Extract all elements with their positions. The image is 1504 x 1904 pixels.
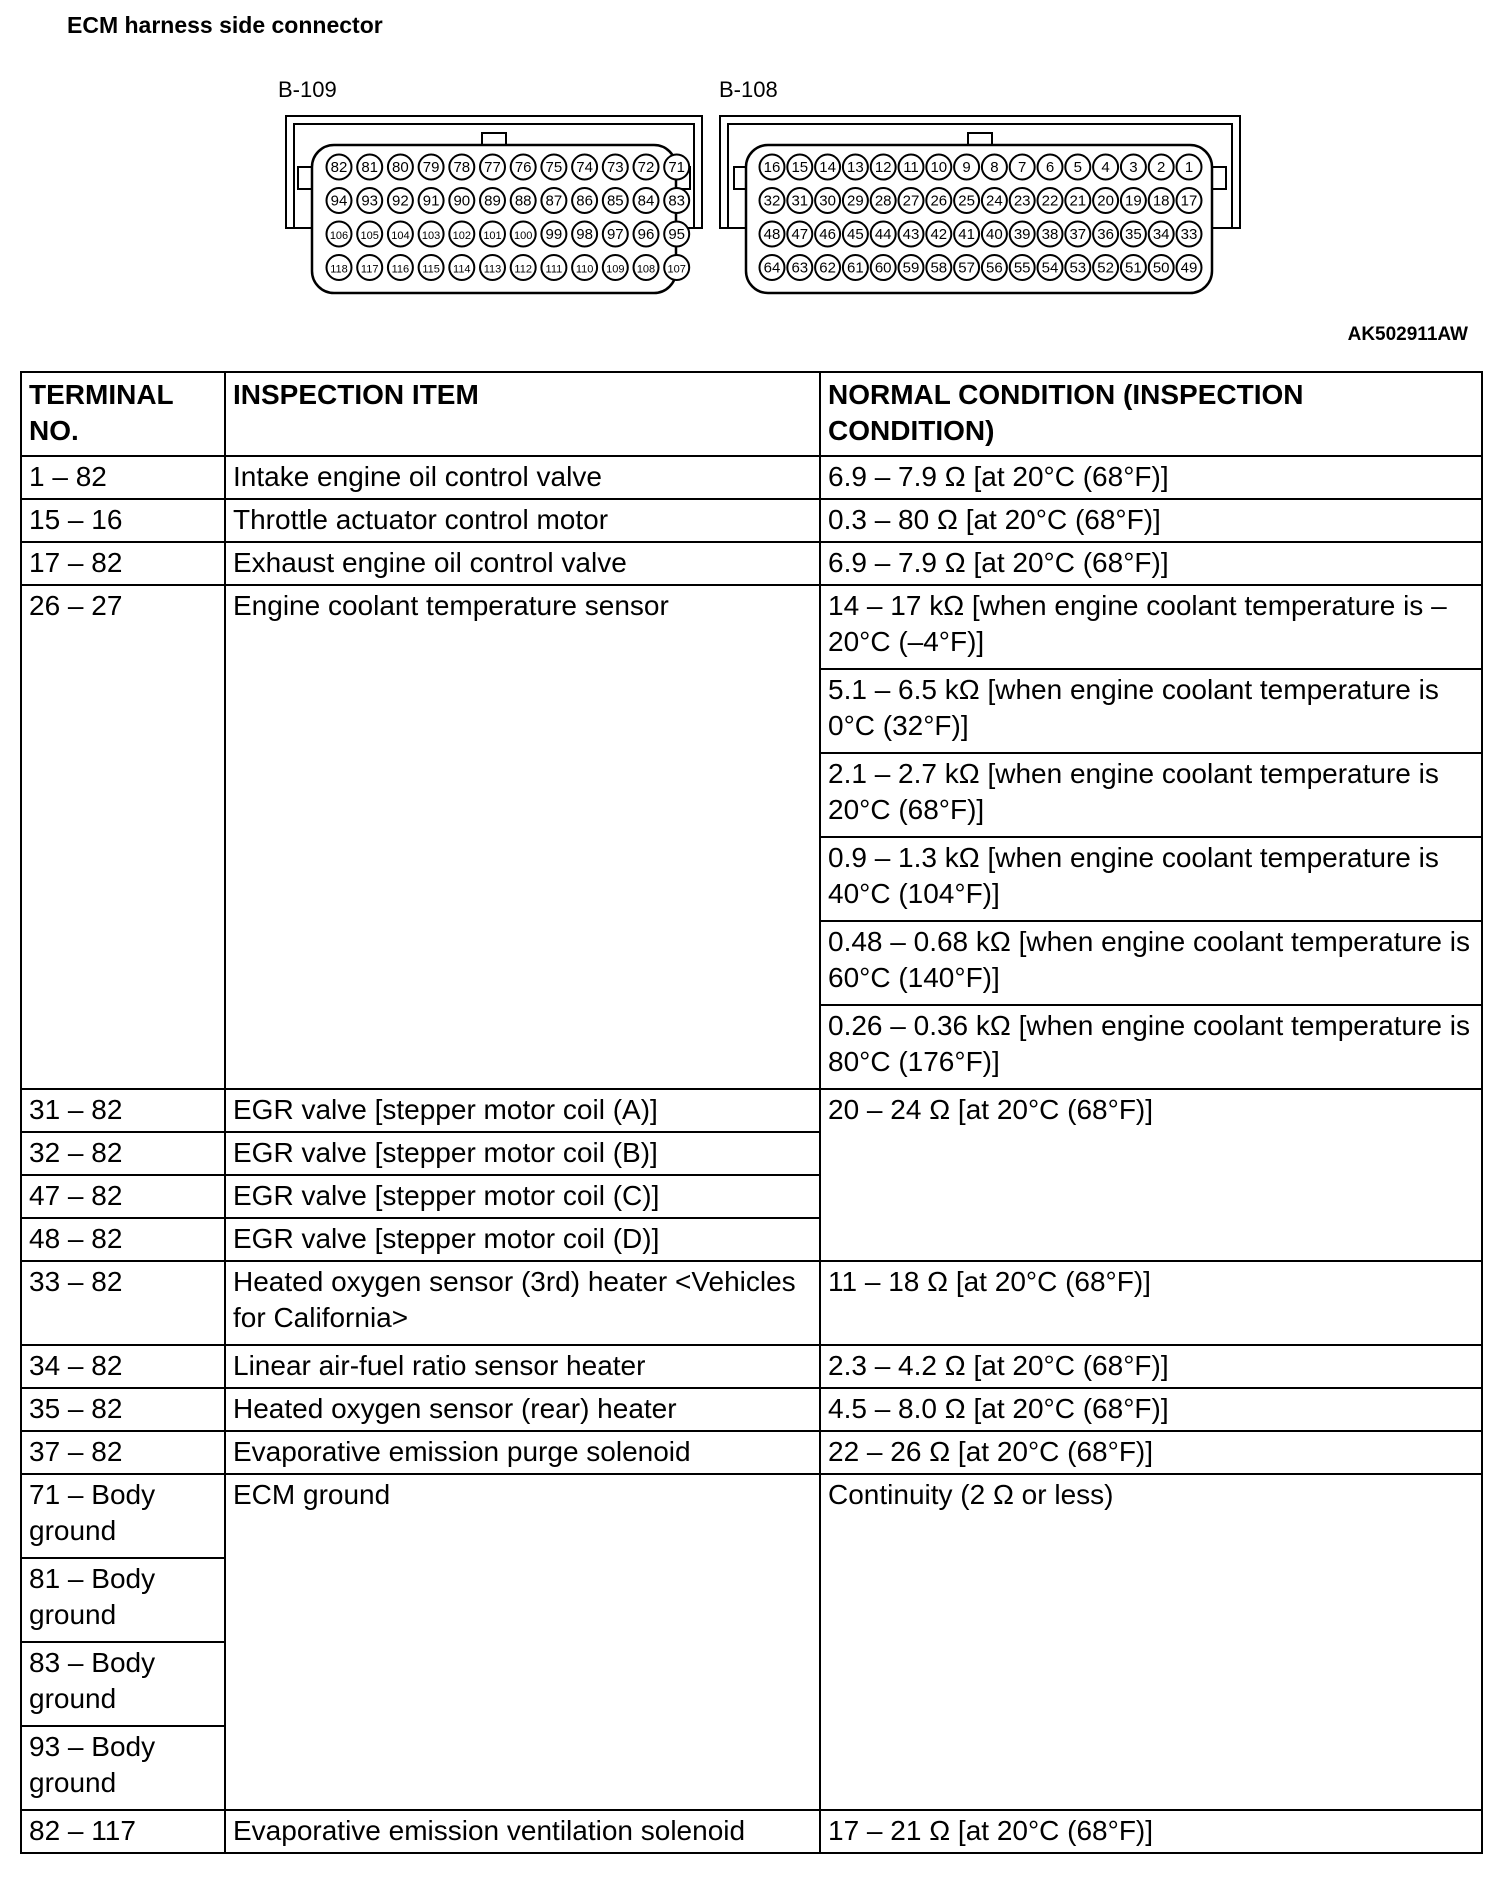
pin-59-label: 59 [902, 259, 920, 277]
pin-117-label: 117 [360, 263, 379, 276]
item-cell: ECM ground [225, 1474, 820, 1810]
item-cell: EGR valve [stepper motor coil (B)] [225, 1132, 820, 1175]
pin-3-label: 3 [1129, 159, 1138, 176]
pin-47-label: 47 [791, 226, 809, 243]
pin-23-label: 23 [1013, 192, 1031, 210]
pin-63-label: 63 [791, 259, 809, 277]
pin-1-label: 1 [1184, 159, 1194, 176]
pin-110-label: 110 [575, 263, 594, 276]
item-cell: Evaporative emission ventilation solenoid [225, 1810, 820, 1853]
pin-25-label: 25 [958, 192, 975, 210]
pin-42-label: 42 [930, 226, 948, 243]
pin-52-label: 52 [1097, 259, 1114, 277]
condition-cell: 6.9 – 7.9 Ω [at 20°C (68°F)] [820, 542, 1482, 585]
pin-36-label: 36 [1097, 226, 1114, 243]
pin-109-label: 109 [606, 263, 625, 276]
item-cell: EGR valve [stepper motor coil (A)] [225, 1089, 820, 1132]
pin-62-label: 62 [819, 259, 836, 277]
pin-105-label: 105 [360, 230, 379, 242]
pin-34-label: 34 [1152, 226, 1170, 243]
item-cell: EGR valve [stepper motor coil (C)] [225, 1175, 820, 1218]
condition-cell: 0.26 – 0.36 kΩ [when engine coolant temperature is 80°C (176°F)] [820, 1005, 1482, 1089]
pin-84-label: 84 [637, 192, 655, 210]
pin-83-label: 83 [668, 192, 686, 210]
condition-cell: 14 – 17 kΩ [when engine coolant temperature is –20°C (–4°F)] [820, 585, 1482, 669]
header-condition: NORMAL CONDITION (INSPECTION CONDITION) [820, 372, 1482, 456]
terminal-cell: 26 – 27 [21, 585, 225, 1089]
pin-97-label: 97 [606, 226, 624, 243]
pin-71-label: 71 [668, 159, 686, 176]
table-row [21, 542, 1482, 585]
pin-115-label: 115 [422, 263, 440, 276]
pin-102-label: 102 [452, 230, 471, 242]
pin-116-label: 116 [391, 263, 410, 276]
pin-4-label: 4 [1101, 159, 1110, 176]
pin-64-label: 64 [763, 259, 781, 277]
pin-46-label: 46 [819, 226, 836, 243]
pin-9-label: 9 [962, 159, 971, 176]
pin-50-label: 50 [1152, 259, 1170, 277]
pin-76-label: 76 [514, 159, 532, 176]
pin-48-label: 48 [763, 226, 781, 243]
terminal-cell: 31 – 82 [21, 1089, 225, 1132]
pin-87-label: 87 [545, 192, 563, 210]
pin-98-label: 98 [576, 226, 593, 243]
terminal-cell: 34 – 82 [21, 1345, 225, 1388]
pin-17-label: 17 [1180, 192, 1198, 210]
pin-22-label: 22 [1041, 192, 1059, 210]
figure-id: AK502911AW [1347, 324, 1468, 345]
pin-33-label: 33 [1180, 226, 1198, 243]
pin-26-label: 26 [930, 192, 948, 210]
condition-cell: 5.1 – 6.5 kΩ [when engine coolant temperature is 0°C (32°F)] [820, 669, 1482, 753]
pin-86-label: 86 [576, 192, 593, 210]
pin-111-label: 111 [545, 263, 563, 276]
pin-94-label: 94 [330, 192, 348, 210]
condition-cell: 4.5 – 8.0 Ω [at 20°C (68°F)] [820, 1388, 1482, 1431]
pin-95-label: 95 [668, 226, 686, 243]
item-cell: Intake engine oil control valve [225, 456, 820, 499]
pin-51-label: 51 [1125, 259, 1142, 277]
pin-20-label: 20 [1097, 192, 1114, 210]
condition-cell: Continuity (2 Ω or less) [820, 1474, 1482, 1810]
connector-side-tab [1212, 167, 1226, 189]
item-cell: Evaporative emission purge solenoid [225, 1431, 820, 1474]
item-cell: Exhaust engine oil control valve [225, 542, 820, 585]
table-row [21, 1261, 1482, 1345]
terminal-cell: 82 – 117 [21, 1810, 225, 1853]
table-row [21, 1388, 1482, 1431]
pin-103-label: 103 [421, 230, 441, 242]
pin-104-label: 104 [391, 230, 410, 242]
pin-61-label: 61 [847, 259, 864, 277]
pin-5-label: 5 [1073, 159, 1082, 176]
pin-31-label: 31 [791, 192, 809, 210]
pin-40-label: 40 [986, 226, 1003, 243]
item-cell: Throttle actuator control motor [225, 499, 820, 542]
pin-37-label: 37 [1069, 226, 1087, 243]
table-row [21, 1474, 1482, 1558]
pin-16-label: 16 [763, 159, 781, 176]
terminal-cell: 17 – 82 [21, 542, 225, 585]
table-row [21, 456, 1482, 499]
pin-38-label: 38 [1041, 226, 1059, 243]
pin-6-label: 6 [1045, 159, 1055, 176]
pin-10-label: 10 [930, 159, 948, 176]
pin-45-label: 45 [847, 226, 864, 243]
pin-96-label: 96 [637, 226, 655, 243]
inspection-table [20, 371, 1483, 1854]
header-item: INSPECTION ITEM [225, 372, 820, 456]
pin-49-label: 49 [1180, 259, 1198, 277]
pin-100-label: 100 [514, 230, 533, 242]
terminal-cell: 47 – 82 [21, 1175, 225, 1218]
connector-label: B-108 [719, 77, 778, 102]
pin-14-label: 14 [819, 159, 836, 176]
pin-24-label: 24 [986, 192, 1003, 210]
pin-78-label: 78 [453, 159, 471, 176]
connector-b108 [719, 77, 1240, 293]
terminal-cell: 33 – 82 [21, 1261, 225, 1345]
pin-60-label: 60 [874, 259, 892, 277]
pin-19-label: 19 [1125, 192, 1142, 210]
table-header-row [21, 372, 1482, 456]
terminal-cell: 35 – 82 [21, 1388, 225, 1431]
terminal-cell: 32 – 82 [21, 1132, 225, 1175]
page-heading: ECM harness side connector [67, 12, 383, 38]
pin-93-label: 93 [361, 192, 379, 210]
pin-7-label: 7 [1018, 159, 1027, 176]
header-terminal: TERMINAL NO. [21, 372, 225, 456]
pin-90-label: 90 [453, 192, 471, 210]
pin-12-label: 12 [874, 159, 892, 176]
terminal-cell: 93 – Body ground [21, 1726, 225, 1810]
condition-cell: 0.3 – 80 Ω [at 20°C (68°F)] [820, 499, 1482, 542]
pin-32-label: 32 [763, 192, 781, 210]
pin-18-label: 18 [1152, 192, 1170, 210]
pin-106-label: 106 [329, 230, 349, 242]
pin-107-label: 107 [667, 263, 686, 276]
connector-lock-tab [482, 133, 506, 145]
pin-8-label: 8 [990, 159, 999, 176]
pin-28-label: 28 [874, 192, 892, 210]
terminal-cell: 83 – Body ground [21, 1642, 225, 1726]
pin-80-label: 80 [392, 159, 409, 176]
item-cell: Heated oxygen sensor (3rd) heater <Vehicles for California> [225, 1261, 820, 1345]
pin-57-label: 57 [958, 259, 975, 277]
pin-54-label: 54 [1041, 259, 1059, 277]
pin-88-label: 88 [514, 192, 532, 210]
pin-56-label: 56 [986, 259, 1003, 277]
table-row [21, 585, 1482, 669]
item-cell: Engine coolant temperature sensor [225, 585, 820, 1089]
pin-30-label: 30 [819, 192, 836, 210]
connector-side-tab [298, 167, 312, 189]
condition-cell: 22 – 26 Ω [at 20°C (68°F)] [820, 1431, 1482, 1474]
pin-92-label: 92 [392, 192, 409, 210]
pin-41-label: 41 [958, 226, 975, 243]
pin-53-label: 53 [1069, 259, 1087, 277]
pin-112-label: 112 [514, 263, 532, 276]
terminal-cell: 37 – 82 [21, 1431, 225, 1474]
pin-27-label: 27 [902, 192, 920, 210]
condition-cell: 20 – 24 Ω [at 20°C (68°F)] [820, 1089, 1482, 1261]
table-row [21, 1345, 1482, 1388]
pin-39-label: 39 [1013, 226, 1031, 243]
pin-21-label: 21 [1069, 192, 1087, 210]
pin-11-label: 11 [903, 159, 919, 176]
pin-58-label: 58 [930, 259, 948, 277]
table-row [21, 1089, 1482, 1132]
terminal-cell: 81 – Body ground [21, 1558, 225, 1642]
terminal-cell: 1 – 82 [21, 456, 225, 499]
pin-82-label: 82 [330, 159, 348, 176]
pin-91-label: 91 [422, 192, 440, 210]
pin-2-label: 2 [1157, 159, 1166, 176]
pin-77-label: 77 [484, 159, 501, 176]
pin-113-label: 113 [483, 263, 502, 276]
condition-cell: 0.9 – 1.3 kΩ [when engine coolant temperature is 40°C (104°F)] [820, 837, 1482, 921]
condition-cell: 0.48 – 0.68 kΩ [when engine coolant temperature is 60°C (140°F)] [820, 921, 1482, 1005]
pin-74-label: 74 [576, 159, 593, 176]
pin-79-label: 79 [422, 159, 440, 176]
item-cell: Linear air-fuel ratio sensor heater [225, 1345, 820, 1388]
condition-cell: 6.9 – 7.9 Ω [at 20°C (68°F)] [820, 456, 1482, 499]
pin-101-label: 101 [483, 230, 502, 242]
terminal-cell: 48 – 82 [21, 1218, 225, 1261]
pin-89-label: 89 [484, 192, 501, 210]
pin-81-label: 81 [361, 159, 379, 176]
connector-diagram [0, 60, 1504, 350]
table-row [21, 499, 1482, 542]
pin-43-label: 43 [902, 226, 920, 243]
pin-29-label: 29 [847, 192, 864, 210]
pin-44-label: 44 [874, 226, 892, 243]
pin-55-label: 55 [1013, 259, 1031, 277]
table-row [21, 1810, 1482, 1853]
pin-72-label: 72 [637, 159, 655, 176]
pin-85-label: 85 [606, 192, 624, 210]
pin-15-label: 15 [791, 159, 809, 176]
pin-99-label: 99 [545, 226, 563, 243]
pin-13-label: 13 [847, 159, 864, 176]
terminal-cell: 15 – 16 [21, 499, 225, 542]
item-cell: EGR valve [stepper motor coil (D)] [225, 1218, 820, 1261]
condition-cell: 2.3 – 4.2 Ω [at 20°C (68°F)] [820, 1345, 1482, 1388]
table-row [21, 1431, 1482, 1474]
condition-cell: 17 – 21 Ω [at 20°C (68°F)] [820, 1810, 1482, 1853]
pin-75-label: 75 [545, 159, 563, 176]
pin-35-label: 35 [1125, 226, 1142, 243]
connector-label: B-109 [278, 77, 337, 102]
pin-108-label: 108 [636, 263, 656, 276]
pin-118-label: 118 [330, 263, 348, 276]
connector-lock-tab [968, 133, 992, 145]
condition-cell: 11 – 18 Ω [at 20°C (68°F)] [820, 1261, 1482, 1345]
pin-73-label: 73 [606, 159, 624, 176]
terminal-cell: 71 – Body ground [21, 1474, 225, 1558]
item-cell: Heated oxygen sensor (rear) heater [225, 1388, 820, 1431]
connector-b109 [278, 77, 702, 293]
pin-114-label: 114 [453, 263, 471, 276]
condition-cell: 2.1 – 2.7 kΩ [when engine coolant temperature is 20°C (68°F)] [820, 753, 1482, 837]
